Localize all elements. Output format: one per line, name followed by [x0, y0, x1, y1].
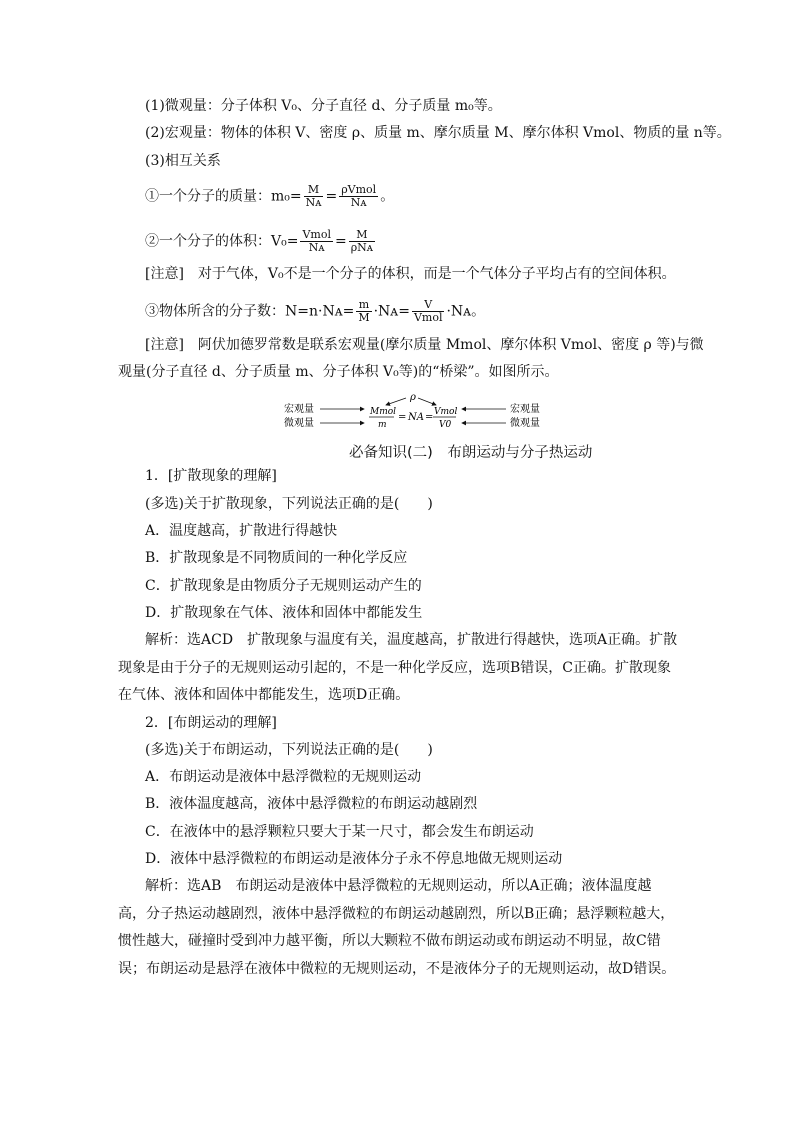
q1-option-d: D．扩散现象在气体、液体和固体中都能发生 — [145, 605, 423, 621]
denominator: ρNᴀ — [350, 241, 374, 254]
frac1-denominator: m — [378, 420, 387, 430]
denominator: Nᴀ — [350, 196, 367, 209]
q1-title: 1．[扩散现象的理解] — [145, 468, 277, 484]
q2-stem: (多选)关于布朗运动，下列说法正确的是( ) — [145, 742, 433, 758]
formula-molecule-mass: ①一个分子的质量：m₀= $\frac{M}{\text{Nᴀ}}$ = $\frac{\text{ρVmol}}{\text{Nᴀ}}$ 。 — [145, 183, 395, 209]
formula-molecule-volume: ②一个分子的体积：V₀= $\frac{\text{Vmol}}{\text{Nᴀ}}$ = $\frac{M}{\text{ρNᴀ}}$ — [145, 228, 374, 254]
q2-option-c: C．在液体中的悬浮颗粒只要大于某一尺寸，都会发生布朗运动 — [145, 824, 534, 840]
relation-heading: (3)相互关系 — [145, 153, 221, 169]
note-avogadro-line2: 观量(分子直径 d、分子质量 m、分子体积 V₀等)的“桥梁”。如图所示。 — [118, 364, 559, 380]
formula-suffix: ·Nᴀ。 — [446, 303, 486, 320]
denominator: Nᴀ — [305, 196, 322, 209]
equals-2: = — [425, 412, 434, 423]
numerator: M — [349, 229, 375, 242]
fraction — [356, 299, 371, 324]
formula-prefix: ①一个分子的质量：m₀= — [145, 188, 302, 205]
q1-analysis: 解析：选ACD 扩散现象与温度有关，温度越高，扩散进行得越快，选项A正确。扩散现象是由于分子的无规则运动引起的，不是一种化学反应，选项B错误，C正确。扩散现象在气体、液体和固体中都能发生，选项D正确。 — [118, 632, 678, 703]
q1-option-a: A．温度越高，扩散进行得越快 — [145, 523, 338, 539]
fraction — [339, 184, 378, 209]
note-gas-volume: [注意] 对于气体，V₀不是一个分子的体积，而是一个气体分子平均占有的空间体积。 — [145, 266, 676, 282]
formula-prefix: ②一个分子的体积：V₀= — [145, 233, 299, 250]
q2-option-b: B．液体温度越高，液体中悬浮微粒的布朗运动越剧烈 — [145, 796, 478, 812]
q2-option-d: D．液体中悬浮微粒的布朗运动是液体分子永不停息地做无规则运动 — [145, 851, 563, 867]
formula-mid: ·Nᴀ= — [373, 303, 410, 320]
numerator: ρVmol — [341, 183, 377, 196]
avogadro-symbol: NA — [408, 412, 424, 423]
numerator: V — [412, 299, 445, 312]
fraction — [304, 184, 324, 209]
denominator: M — [358, 311, 370, 324]
section-heading: 必备知识(二) 布朗运动与分子热运动 — [349, 445, 593, 461]
bridge-diagram — [284, 391, 544, 435]
equals-1: = — [398, 412, 407, 423]
fraction — [300, 229, 333, 254]
numerator: m — [356, 299, 371, 312]
label-macro-left: 宏观量 — [284, 404, 314, 415]
denominator: Nᴀ — [308, 241, 325, 254]
macro-quantities: (2)宏观量：物体的体积 V、密度 ρ、质量 m、摩尔质量 M、摩尔体积 Vmol、物质的量 n等。 — [145, 125, 731, 141]
q1-stem: (多选)关于扩散现象，下列说法正确的是( ) — [145, 496, 433, 512]
micro-quantities: (1)微观量：分子体积 V₀、分子直径 d、分子质量 m₀等。 — [145, 98, 502, 114]
formula-molecule-count — [145, 299, 485, 324]
q1-option-b: B．扩散现象是不同物质间的一种化学反应 — [145, 550, 408, 566]
q2-title: 2．[布朗运动的理解] — [145, 715, 277, 731]
q2-analysis: 解析：选AB 布朗运动是液体中悬浮微粒的无规则运动，所以A正确；液体温度越高，分子热运动越剧烈，液体中悬浮微粒的布朗运动越剧烈，所以B正确；悬浮颗粒越大，惯性越大，碰撞时受到冲力越平衡，所以大颗粒不做布朗运动或布朗运动不明显，故C错误；布朗运动是悬浮在液体中微粒的无规则运动，不是液体分子的无规则运动，故D错误。 — [118, 878, 676, 977]
arrow-rho-right — [418, 398, 436, 405]
formula-prefix: ③物体所含的分子数：N=n·Nᴀ= — [145, 303, 355, 320]
formula-suffix: 。 — [380, 188, 395, 205]
frac2-denominator: V0 — [439, 420, 452, 430]
fraction — [349, 229, 375, 254]
frac2-numerator: Vmol — [434, 407, 458, 417]
arrow-rho-left — [386, 398, 406, 405]
fraction — [412, 299, 445, 324]
rho-symbol: ρ — [410, 392, 416, 403]
label-micro-right: 微观量 — [510, 418, 540, 429]
label-micro-left: 微观量 — [284, 418, 314, 429]
label-macro-right: 宏观量 — [510, 404, 540, 415]
frac1-numerator: Mmol — [370, 407, 397, 417]
q2-option-a: A．布朗运动是液体中悬浮微粒的无规则运动 — [145, 769, 422, 785]
q1-option-c: C．扩散现象是由物质分子无规则运动产生的 — [145, 578, 422, 594]
numerator: M — [304, 184, 324, 197]
numerator: Vmol — [302, 228, 331, 241]
note-avogadro-line1: [注意] 阿伏加德罗常数是联系宏观量(摩尔质量 Mmol、摩尔体积 Vmol、密度 ρ 等)与微 — [145, 337, 704, 353]
denominator: Vmol — [413, 311, 443, 324]
